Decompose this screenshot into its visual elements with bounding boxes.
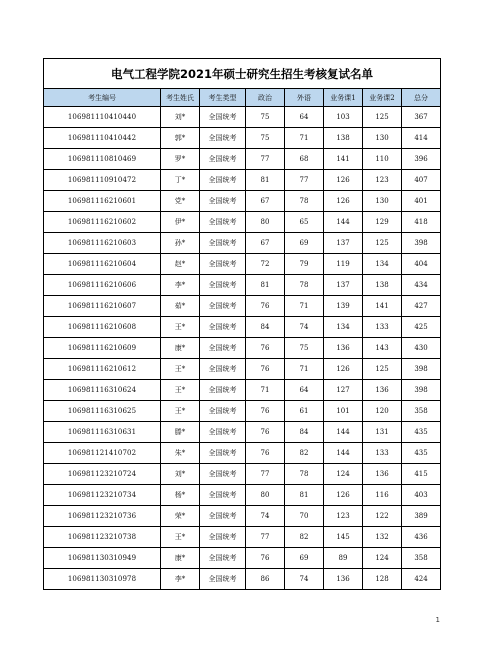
language-score-cell: 79 (285, 254, 324, 275)
total-score-cell: 434 (402, 275, 441, 296)
table-row (44, 380, 441, 401)
total-score-cell: 407 (402, 170, 441, 191)
column-header-course2: 业务课2 (363, 89, 402, 107)
table-row (44, 128, 441, 149)
table-row (44, 338, 441, 359)
course1-score-cell: 126 (324, 485, 363, 506)
course1-score-cell: 123 (324, 506, 363, 527)
language-score-cell: 78 (285, 191, 324, 212)
exam-id-cell: 106981110410440 (44, 107, 161, 128)
language-score-cell: 64 (285, 107, 324, 128)
surname-cell: 赵* (161, 254, 200, 275)
politics-score-cell: 77 (246, 527, 285, 548)
surname-cell: 杨* (161, 485, 200, 506)
language-score-cell: 69 (285, 233, 324, 254)
course1-score-cell: 145 (324, 527, 363, 548)
course2-score-cell: 143 (363, 338, 402, 359)
language-score-cell: 70 (285, 506, 324, 527)
course2-score-cell: 136 (363, 464, 402, 485)
politics-score-cell: 76 (246, 338, 285, 359)
header-row (44, 89, 441, 107)
table-row (44, 191, 441, 212)
language-score-cell: 75 (285, 338, 324, 359)
surname-cell: 郭* (161, 128, 200, 149)
politics-score-cell: 84 (246, 317, 285, 338)
total-score-cell: 430 (402, 338, 441, 359)
course2-score-cell: 123 (363, 170, 402, 191)
exam-id-cell: 106981116210601 (44, 191, 161, 212)
surname-cell: 康* (161, 338, 200, 359)
language-score-cell: 61 (285, 401, 324, 422)
exam-id-cell: 106981110410442 (44, 128, 161, 149)
politics-score-cell: 71 (246, 380, 285, 401)
type-cell: 全国统考 (200, 338, 246, 359)
type-cell: 全国统考 (200, 359, 246, 380)
type-cell: 全国统考 (200, 212, 246, 233)
course2-score-cell: 125 (363, 233, 402, 254)
course2-score-cell: 134 (363, 254, 402, 275)
total-score-cell: 389 (402, 506, 441, 527)
surname-cell: 荣* (161, 506, 200, 527)
type-cell: 全国统考 (200, 506, 246, 527)
total-score-cell: 358 (402, 401, 441, 422)
exam-id-cell: 106981121410702 (44, 443, 161, 464)
politics-score-cell: 75 (246, 128, 285, 149)
exam-id-cell: 106981116210608 (44, 317, 161, 338)
table-row (44, 149, 441, 170)
total-score-cell: 398 (402, 233, 441, 254)
course1-score-cell: 144 (324, 422, 363, 443)
course2-score-cell: 131 (363, 422, 402, 443)
table-row (44, 296, 441, 317)
politics-score-cell: 77 (246, 149, 285, 170)
language-score-cell: 71 (285, 128, 324, 149)
course1-score-cell: 103 (324, 107, 363, 128)
course2-score-cell: 133 (363, 317, 402, 338)
language-score-cell: 71 (285, 359, 324, 380)
column-header-exam-id: 考生编号 (44, 89, 161, 107)
exam-id-cell: 106981123210738 (44, 527, 161, 548)
total-score-cell: 396 (402, 149, 441, 170)
politics-score-cell: 75 (246, 107, 285, 128)
course2-score-cell: 125 (363, 107, 402, 128)
language-score-cell: 71 (285, 296, 324, 317)
total-score-cell: 414 (402, 128, 441, 149)
exam-id-cell: 106981116310625 (44, 401, 161, 422)
exam-id-cell: 106981116210612 (44, 359, 161, 380)
table-row (44, 527, 441, 548)
language-score-cell: 82 (285, 527, 324, 548)
total-score-cell: 415 (402, 464, 441, 485)
course1-score-cell: 139 (324, 296, 363, 317)
type-cell: 全国统考 (200, 233, 246, 254)
course2-score-cell: 138 (363, 275, 402, 296)
course1-score-cell: 126 (324, 359, 363, 380)
surname-cell: 王* (161, 527, 200, 548)
exam-id-cell: 106981116210603 (44, 233, 161, 254)
total-score-cell: 424 (402, 569, 441, 590)
total-score-cell: 436 (402, 527, 441, 548)
page-title: 电气工程学院2021年硕士研究生招生考核复试名单 (44, 59, 441, 89)
surname-cell: 朱* (161, 443, 200, 464)
table-row (44, 317, 441, 338)
type-cell: 全国统考 (200, 485, 246, 506)
course2-score-cell: 129 (363, 212, 402, 233)
surname-cell: 康* (161, 548, 200, 569)
language-score-cell: 68 (285, 149, 324, 170)
surname-cell: 伊* (161, 212, 200, 233)
total-score-cell: 427 (402, 296, 441, 317)
exam-id-cell: 106981123210736 (44, 506, 161, 527)
type-cell: 全国统考 (200, 191, 246, 212)
politics-score-cell: 72 (246, 254, 285, 275)
surname-cell: 丁* (161, 170, 200, 191)
course2-score-cell: 132 (363, 527, 402, 548)
exam-id-cell: 106981110810469 (44, 149, 161, 170)
politics-score-cell: 76 (246, 548, 285, 569)
course1-score-cell: 89 (324, 548, 363, 569)
table-body (44, 107, 441, 590)
table-row (44, 422, 441, 443)
exam-id-cell: 106981116210607 (44, 296, 161, 317)
table-row (44, 254, 441, 275)
column-header-politics: 政治 (246, 89, 285, 107)
total-score-cell: 418 (402, 212, 441, 233)
language-score-cell: 74 (285, 317, 324, 338)
exam-id-cell: 106981116310631 (44, 422, 161, 443)
politics-score-cell: 76 (246, 359, 285, 380)
admission-list-table (43, 58, 441, 590)
course2-score-cell: 128 (363, 569, 402, 590)
total-score-cell: 403 (402, 485, 441, 506)
table-row (44, 275, 441, 296)
course2-score-cell: 141 (363, 296, 402, 317)
surname-cell: 王* (161, 380, 200, 401)
exam-id-cell: 106981116210609 (44, 338, 161, 359)
table-row (44, 170, 441, 191)
column-header-language: 外语 (285, 89, 324, 107)
total-score-cell: 401 (402, 191, 441, 212)
type-cell: 全国统考 (200, 296, 246, 317)
table-row (44, 212, 441, 233)
course2-score-cell: 133 (363, 443, 402, 464)
language-score-cell: 77 (285, 170, 324, 191)
surname-cell: 刘* (161, 107, 200, 128)
course1-score-cell: 137 (324, 275, 363, 296)
surname-cell: 党* (161, 191, 200, 212)
course2-score-cell: 116 (363, 485, 402, 506)
course1-score-cell: 141 (324, 149, 363, 170)
surname-cell: 刘* (161, 464, 200, 485)
course1-score-cell: 136 (324, 338, 363, 359)
total-score-cell: 435 (402, 443, 441, 464)
type-cell: 全国统考 (200, 422, 246, 443)
course1-score-cell: 144 (324, 212, 363, 233)
surname-cell: 李* (161, 275, 200, 296)
politics-score-cell: 80 (246, 212, 285, 233)
table-row (44, 359, 441, 380)
column-header-course1: 业务课1 (324, 89, 363, 107)
politics-score-cell: 81 (246, 275, 285, 296)
course1-score-cell: 136 (324, 569, 363, 590)
column-header-surname: 考生姓氏 (161, 89, 200, 107)
exam-id-cell: 106981130310978 (44, 569, 161, 590)
course1-score-cell: 144 (324, 443, 363, 464)
politics-score-cell: 76 (246, 422, 285, 443)
course2-score-cell: 125 (363, 359, 402, 380)
table-row (44, 233, 441, 254)
language-score-cell: 69 (285, 548, 324, 569)
type-cell: 全国统考 (200, 254, 246, 275)
surname-cell: 王* (161, 317, 200, 338)
course1-score-cell: 138 (324, 128, 363, 149)
course2-score-cell: 110 (363, 149, 402, 170)
type-cell: 全国统考 (200, 149, 246, 170)
type-cell: 全国统考 (200, 401, 246, 422)
politics-score-cell: 67 (246, 191, 285, 212)
table-row (44, 464, 441, 485)
table-row (44, 569, 441, 590)
exam-id-cell: 106981130310949 (44, 548, 161, 569)
surname-cell: 王* (161, 359, 200, 380)
type-cell: 全国统考 (200, 548, 246, 569)
total-score-cell: 398 (402, 359, 441, 380)
exam-id-cell: 106981123210734 (44, 485, 161, 506)
type-cell: 全国统考 (200, 107, 246, 128)
exam-id-cell: 106981116210602 (44, 212, 161, 233)
exam-id-cell: 106981110910472 (44, 170, 161, 191)
total-score-cell: 404 (402, 254, 441, 275)
politics-score-cell: 77 (246, 464, 285, 485)
politics-score-cell: 76 (246, 401, 285, 422)
language-score-cell: 78 (285, 275, 324, 296)
column-header-total: 总分 (402, 89, 441, 107)
total-score-cell: 367 (402, 107, 441, 128)
page-number: 1 (435, 616, 440, 624)
course1-score-cell: 124 (324, 464, 363, 485)
course1-score-cell: 134 (324, 317, 363, 338)
total-score-cell: 435 (402, 422, 441, 443)
course2-score-cell: 124 (363, 548, 402, 569)
course1-score-cell: 126 (324, 191, 363, 212)
language-score-cell: 82 (285, 443, 324, 464)
surname-cell: 罗* (161, 149, 200, 170)
column-header-type: 考生类型 (200, 89, 246, 107)
type-cell: 全国统考 (200, 380, 246, 401)
language-score-cell: 74 (285, 569, 324, 590)
total-score-cell: 398 (402, 380, 441, 401)
language-score-cell: 81 (285, 485, 324, 506)
type-cell: 全国统考 (200, 275, 246, 296)
course2-score-cell: 122 (363, 506, 402, 527)
exam-id-cell: 106981116210606 (44, 275, 161, 296)
exam-id-cell: 106981116210604 (44, 254, 161, 275)
politics-score-cell: 74 (246, 506, 285, 527)
course2-score-cell: 130 (363, 191, 402, 212)
surname-cell: 滕* (161, 422, 200, 443)
course2-score-cell: 120 (363, 401, 402, 422)
surname-cell: 王* (161, 401, 200, 422)
exam-id-cell: 106981116310624 (44, 380, 161, 401)
type-cell: 全国统考 (200, 170, 246, 191)
language-score-cell: 64 (285, 380, 324, 401)
course1-score-cell: 126 (324, 170, 363, 191)
type-cell: 全国统考 (200, 464, 246, 485)
course1-score-cell: 137 (324, 233, 363, 254)
language-score-cell: 78 (285, 464, 324, 485)
surname-cell: 孙* (161, 233, 200, 254)
course1-score-cell: 119 (324, 254, 363, 275)
exam-id-cell: 106981123210724 (44, 464, 161, 485)
table-row (44, 548, 441, 569)
table-row (44, 443, 441, 464)
type-cell: 全国统考 (200, 527, 246, 548)
politics-score-cell: 81 (246, 170, 285, 191)
table-row (44, 485, 441, 506)
total-score-cell: 425 (402, 317, 441, 338)
type-cell: 全国统考 (200, 317, 246, 338)
politics-score-cell: 86 (246, 569, 285, 590)
surname-cell: 李* (161, 569, 200, 590)
course1-score-cell: 101 (324, 401, 363, 422)
politics-score-cell: 67 (246, 233, 285, 254)
surname-cell: 茹* (161, 296, 200, 317)
course2-score-cell: 136 (363, 380, 402, 401)
table-row (44, 506, 441, 527)
type-cell: 全国统考 (200, 569, 246, 590)
total-score-cell: 358 (402, 548, 441, 569)
politics-score-cell: 80 (246, 485, 285, 506)
type-cell: 全国统考 (200, 443, 246, 464)
table-row (44, 401, 441, 422)
table-row (44, 107, 441, 128)
politics-score-cell: 76 (246, 443, 285, 464)
politics-score-cell: 76 (246, 296, 285, 317)
language-score-cell: 84 (285, 422, 324, 443)
type-cell: 全国统考 (200, 128, 246, 149)
course1-score-cell: 127 (324, 380, 363, 401)
course2-score-cell: 130 (363, 128, 402, 149)
language-score-cell: 65 (285, 212, 324, 233)
